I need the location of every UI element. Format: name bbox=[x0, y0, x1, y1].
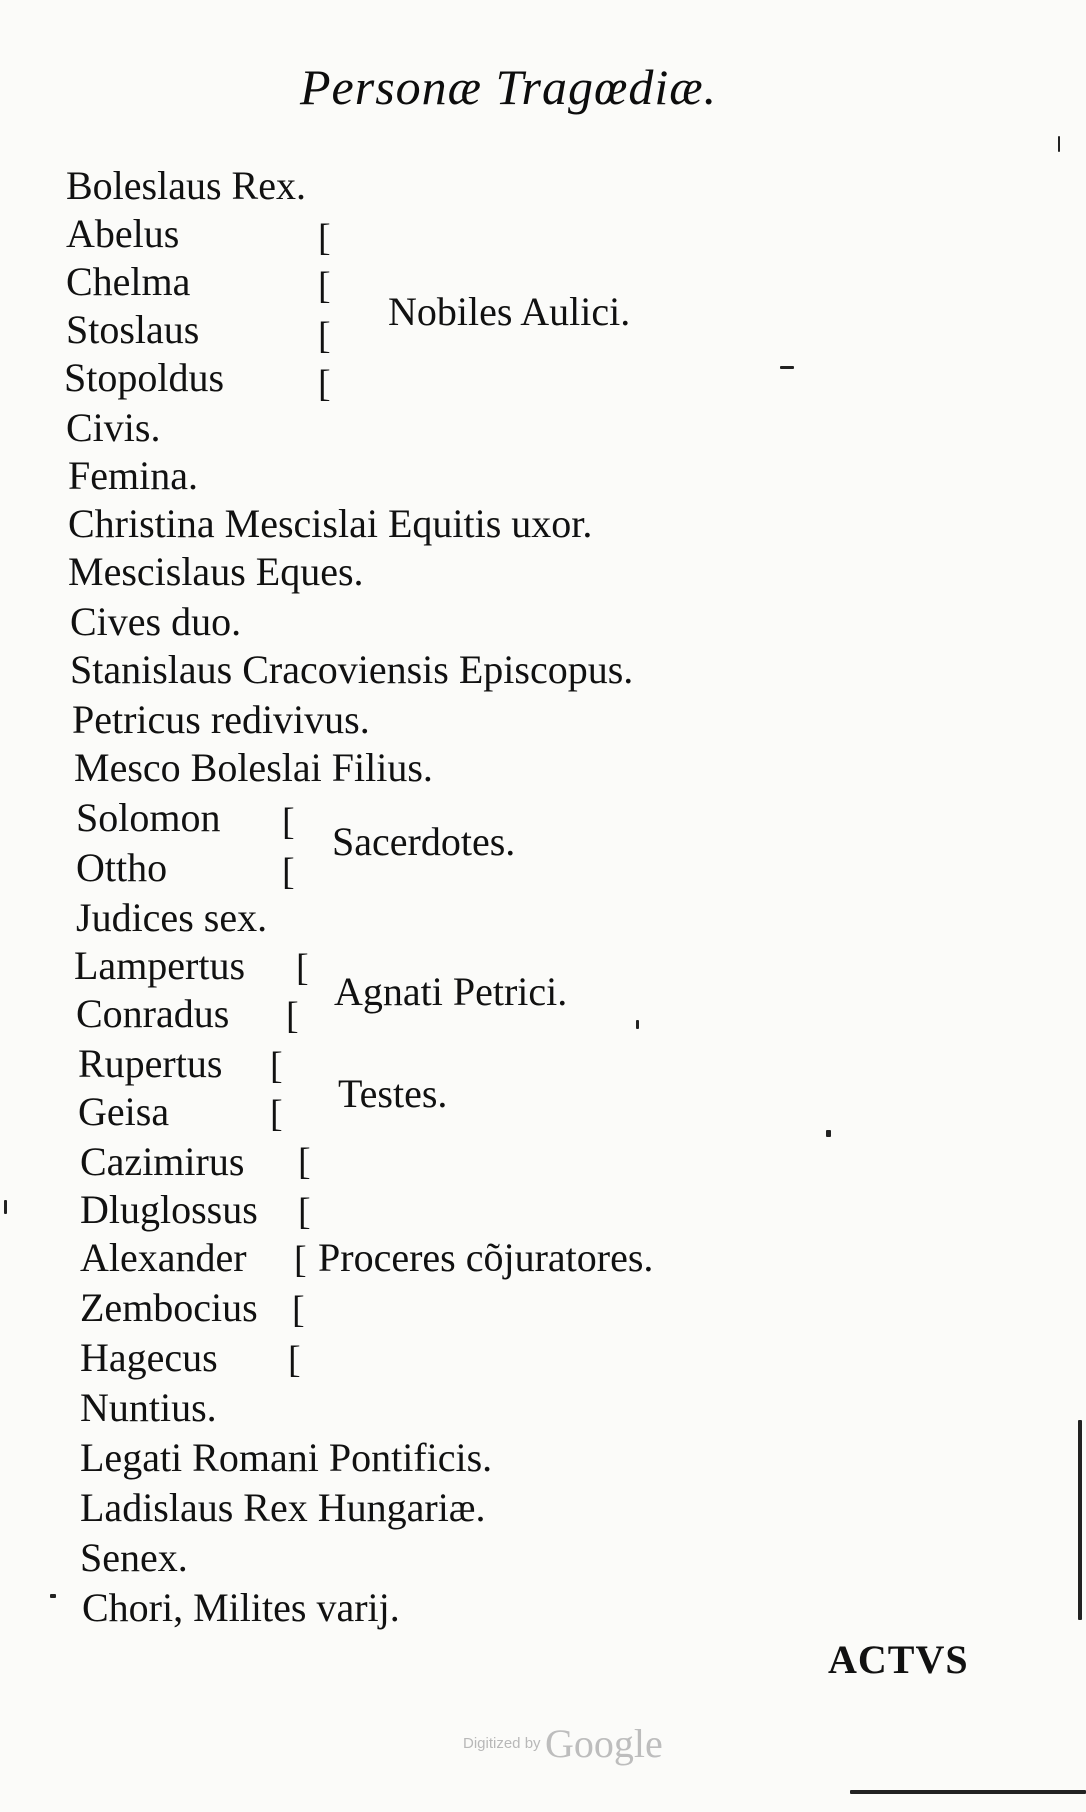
character-line: Conradus bbox=[76, 991, 230, 1036]
character-line: Mesco Boleslai Filius. bbox=[74, 745, 433, 790]
character-line: Chelma bbox=[66, 259, 191, 304]
character-line: Stopoldus bbox=[64, 355, 225, 400]
character-line: Abelus bbox=[66, 211, 180, 256]
page-title: Personæ Tragœdiæ. bbox=[300, 59, 718, 115]
scan-speck bbox=[4, 1200, 7, 1214]
character-line: Femina. bbox=[68, 453, 198, 498]
brace-mark: [ bbox=[298, 1141, 311, 1183]
group-label-proceres: Proceres cõjuratores. bbox=[318, 1235, 654, 1280]
character-line: Legati Romani Pontificis. bbox=[80, 1435, 493, 1480]
scan-speck bbox=[636, 1020, 639, 1029]
brace-mark: [ bbox=[318, 265, 331, 307]
character-line: Alexander bbox=[80, 1235, 247, 1280]
character-line: Nuntius. bbox=[80, 1385, 217, 1430]
catchword: ACTVS bbox=[828, 1637, 969, 1682]
character-line: Ottho bbox=[76, 845, 168, 890]
character-line: Lampertus bbox=[74, 943, 246, 988]
brace-mark: [ bbox=[318, 217, 331, 259]
character-line: Cives duo. bbox=[70, 599, 242, 644]
character-line: Cazimirus bbox=[80, 1139, 245, 1184]
group-label-nobiles: Nobiles Aulici. bbox=[388, 289, 631, 334]
brace-mark: [ bbox=[288, 1339, 301, 1381]
watermark-prefix: Digitized by bbox=[463, 1735, 541, 1752]
character-line: Judices sex. bbox=[76, 895, 268, 940]
brace-mark: [ bbox=[286, 995, 299, 1037]
character-line: Chori, Milites varij. bbox=[82, 1585, 400, 1630]
character-line: Solomon bbox=[76, 795, 221, 840]
character-line: Dluglossus bbox=[80, 1187, 258, 1232]
character-line: Senex. bbox=[80, 1535, 188, 1580]
character-line: Stanislaus Cracoviensis Episcopus. bbox=[70, 647, 634, 692]
group-label-agnati: Agnati Petrici. bbox=[334, 969, 568, 1014]
scan-speck bbox=[50, 1594, 56, 1598]
character-line: Christina Mescislai Equitis uxor. bbox=[68, 501, 593, 546]
character-line: Geisa bbox=[78, 1089, 170, 1134]
brace-mark: [ bbox=[298, 1191, 311, 1233]
character-line: Zembocius bbox=[80, 1285, 258, 1330]
brace-mark: [ bbox=[296, 947, 309, 989]
character-line: Hagecus bbox=[80, 1335, 218, 1380]
scan-speck bbox=[780, 366, 794, 369]
brace-mark: [ bbox=[318, 363, 331, 405]
group-label-sacerdotes: Sacerdotes. bbox=[332, 819, 516, 864]
scan-speck bbox=[1078, 1420, 1082, 1620]
brace-mark: [ bbox=[294, 1239, 307, 1281]
digitized-watermark bbox=[463, 1720, 663, 1767]
character-line: Boleslaus Rex. bbox=[66, 163, 306, 208]
character-line: Petricus redivivus. bbox=[72, 697, 370, 742]
brace-mark: [ bbox=[282, 801, 295, 843]
character-line: Ladislaus Rex Hungariæ. bbox=[80, 1485, 486, 1530]
brace-mark: [ bbox=[270, 1093, 283, 1135]
character-line: Civis. bbox=[66, 405, 161, 450]
character-line: Rupertus bbox=[78, 1041, 223, 1086]
scan-speck bbox=[1058, 136, 1060, 152]
character-line: Stoslaus bbox=[66, 307, 200, 352]
scan-speck bbox=[826, 1130, 831, 1137]
brace-mark: [ bbox=[282, 851, 295, 893]
group-label-testes: Testes. bbox=[338, 1071, 448, 1116]
brace-mark: [ bbox=[292, 1289, 305, 1331]
brace-mark: [ bbox=[318, 315, 331, 357]
character-line: Mescislaus Eques. bbox=[68, 549, 364, 594]
google-logo: Google bbox=[545, 1721, 663, 1766]
scan-speck bbox=[850, 1790, 1086, 1794]
brace-mark: [ bbox=[270, 1045, 283, 1087]
